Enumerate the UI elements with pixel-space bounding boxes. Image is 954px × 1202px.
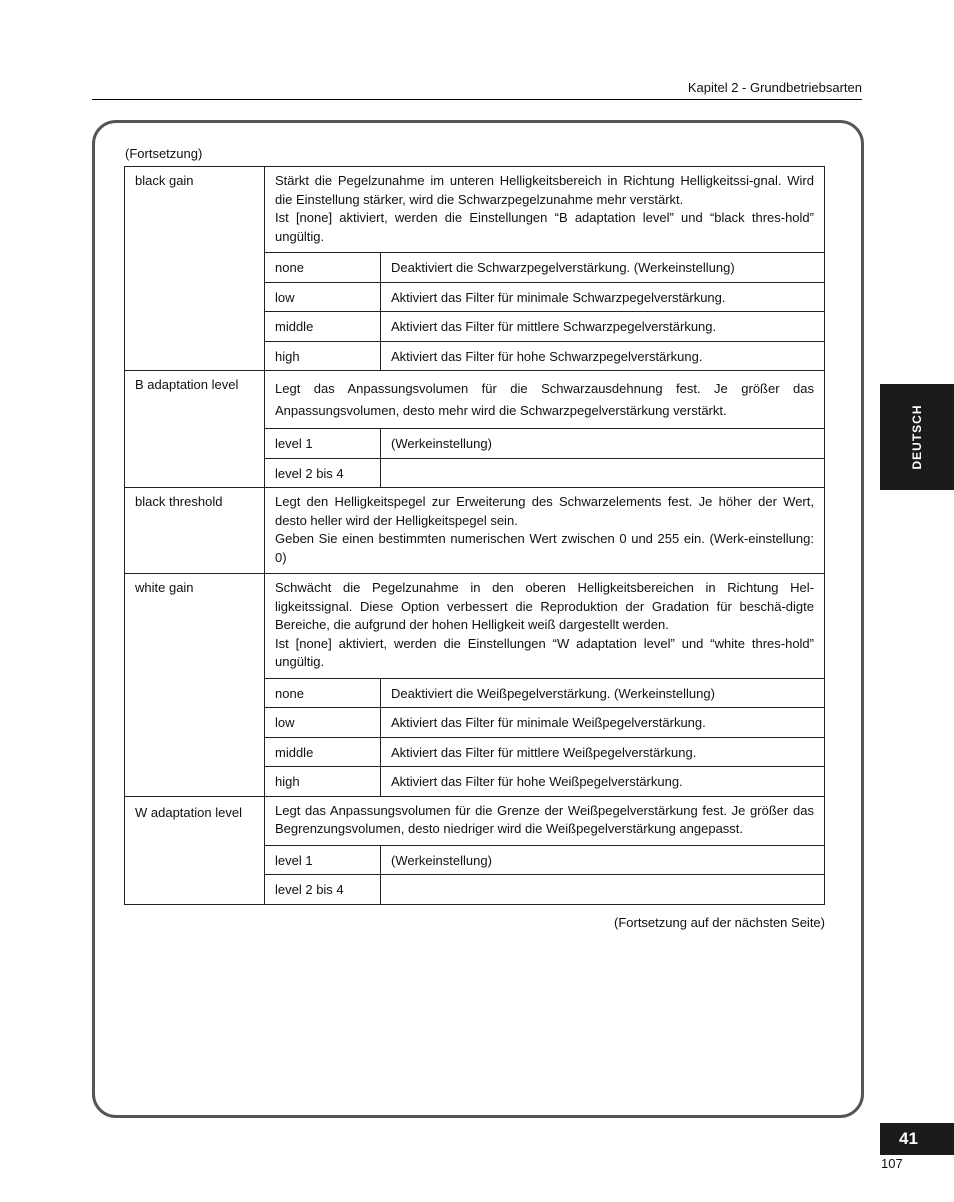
settings-table [124, 166, 825, 905]
table-row [125, 796, 825, 845]
setting-description [265, 167, 825, 253]
language-side-tab [880, 384, 954, 490]
option-description: Aktiviert das Filter für hohe Weißpegelverstärkung. [381, 767, 825, 797]
description-line: Legt den Helligkeitspegel zur Erweiterung des Schwarzelements fest. Je höher der Wert, desto heller wird der Helligkeitspegel sein. [275, 494, 814, 528]
setting-name: W adaptation level [125, 796, 265, 904]
option-label: level 1 [265, 429, 381, 459]
header-divider [92, 99, 862, 100]
option-description: Aktiviert das Filter für minimale Weißpegelverstärkung. [381, 708, 825, 738]
option-description: (Werkeinstellung) [381, 845, 825, 875]
option-description: (Werkeinstellung) [381, 429, 825, 459]
option-label: high [265, 767, 381, 797]
setting-name: white gain [125, 574, 265, 797]
description-line: Schwächt die Pegelzunahme in den oberen Helligkeitsbereichen in Richtung Hel-ligkeitssignal. Diese Option verbessert die Reproduktion der Gradation für beschä-digte Bereiche, die aufgrund der hohen Helligkeit weiß dargestellt werden. [275, 580, 814, 632]
table-row [125, 574, 825, 679]
language-tab-label: DEUTSCH [910, 404, 924, 470]
continuation-note: (Fortsetzung) [125, 146, 203, 161]
table-row [125, 371, 825, 429]
option-label: high [265, 341, 381, 371]
option-description: Deaktiviert die Schwarzpegelverstärkung. (Werkeinstellung) [381, 253, 825, 283]
description-line: Geben Sie einen bestimmten numerischen Wert zwischen 0 und 255 ein. (Werk-einstellung: 0) [275, 531, 814, 565]
chapter-header: Kapitel 2 - Grundbetriebsarten [687, 80, 862, 95]
setting-name: B adaptation level [125, 371, 265, 488]
setting-description [265, 488, 825, 574]
option-description: Aktiviert das Filter für mittlere Weißpegelverstärkung. [381, 737, 825, 767]
option-description: Deaktiviert die Weißpegelverstärkung. (Werkeinstellung) [381, 678, 825, 708]
option-description [381, 875, 825, 905]
continuation-next-page-note: (Fortsetzung auf der nächsten Seite) [613, 915, 825, 930]
table-row [125, 488, 825, 574]
description-line: Ist [none] aktiviert, werden die Einstellungen “W adaptation level” und “white thres-hold” ungültig. [275, 635, 814, 669]
description-line: Legt das Anpassungsvolumen für die Schwarzausdehnung fest. Je größer das Anpassungsvolumen, desto mehr wird die Schwarzpegelverstärkung verstärkt. [275, 381, 814, 418]
option-label: none [265, 678, 381, 708]
page-number-secondary: 107 [881, 1156, 903, 1171]
setting-name: black gain [125, 167, 265, 371]
option-label: level 2 bis 4 [265, 875, 381, 905]
setting-description [265, 574, 825, 679]
option-description: Aktiviert das Filter für mittlere Schwarzpegelverstärkung. [381, 312, 825, 342]
description-line: Ist [none] aktiviert, werden die Einstellungen “B adaptation level” und “black thres-hold” ungültig. [275, 210, 814, 244]
option-description [381, 458, 825, 488]
option-label: middle [265, 737, 381, 767]
setting-description [265, 371, 825, 429]
option-label: middle [265, 312, 381, 342]
option-label: level 2 bis 4 [265, 458, 381, 488]
description-line: Legt das Anpassungsvolumen für die Grenze der Weißpegelverstärkung fest. Je größer das Begrenzungsvolumen, desto niedriger wird die Weißpegelverstärkung angepasst. [275, 802, 814, 836]
description-line: Stärkt die Pegelzunahme im unteren Helligkeitsbereich in Richtung Helligkeitssi-gnal. Wird die Einstellung stärker, wird die Schwarzpegelzunahme mehr verstärkt. [275, 173, 814, 207]
option-label: low [265, 708, 381, 738]
page-number-badge: 41 [880, 1123, 954, 1155]
option-label: level 1 [265, 845, 381, 875]
setting-description [265, 796, 825, 845]
setting-name: black threshold [125, 488, 265, 574]
table-row [125, 167, 825, 253]
option-description: Aktiviert das Filter für minimale Schwarzpegelverstärkung. [381, 282, 825, 312]
option-label: low [265, 282, 381, 312]
option-description: Aktiviert das Filter für hohe Schwarzpegelverstärkung. [381, 341, 825, 371]
option-label: none [265, 253, 381, 283]
